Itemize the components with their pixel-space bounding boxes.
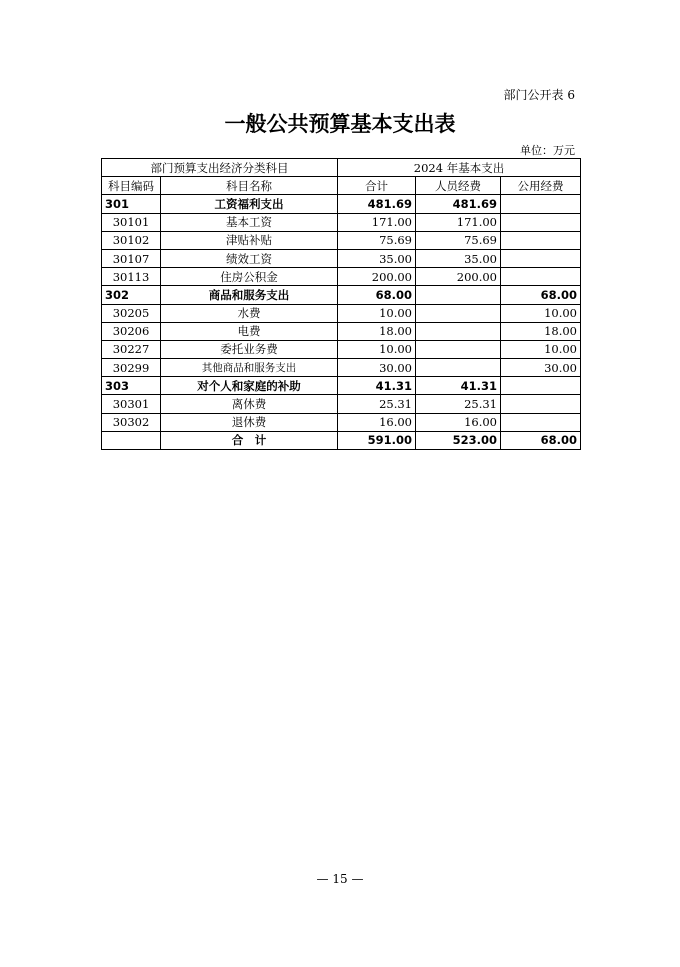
row-code: 30102 [102, 231, 161, 249]
table-row [102, 304, 581, 322]
table-row [102, 377, 581, 395]
row-name: 商品和服务支出 [161, 286, 338, 304]
row-personnel [416, 304, 501, 322]
total-public: 68.00 [501, 431, 581, 449]
row-code: 30227 [102, 340, 161, 358]
row-personnel: 35.00 [416, 249, 501, 267]
row-code: 30206 [102, 322, 161, 340]
row-public [501, 249, 581, 267]
table-row [102, 359, 581, 377]
page-title: 一般公共预算基本支出表 [224, 112, 456, 136]
column-header-total: 合计 [338, 177, 416, 195]
row-personnel: 41.31 [416, 377, 501, 395]
row-name: 其他商品和服务支出 [161, 359, 338, 377]
row-name: 对个人和家庭的补助 [161, 377, 338, 395]
row-total: 41.31 [338, 377, 416, 395]
row-code: 30302 [102, 413, 161, 431]
column-header-public: 公用经费 [501, 177, 581, 195]
row-personnel: 25.31 [416, 395, 501, 413]
row-personnel [416, 340, 501, 358]
column-header-row [102, 177, 581, 195]
table-body [102, 195, 581, 431]
row-total: 30.00 [338, 359, 416, 377]
row-public: 10.00 [501, 304, 581, 322]
table-row [102, 195, 581, 213]
group-header-classification: 部门预算支出经济分类科目 [102, 159, 338, 177]
row-personnel: 75.69 [416, 231, 501, 249]
row-code: 301 [102, 195, 161, 213]
row-name: 退休费 [161, 413, 338, 431]
row-public [501, 395, 581, 413]
column-header-personnel: 人员经费 [416, 177, 501, 195]
table-row [102, 213, 581, 231]
table-row [102, 249, 581, 267]
table-tag: 部门公开表 6 [503, 88, 575, 102]
row-public [501, 268, 581, 286]
row-personnel: 171.00 [416, 213, 501, 231]
table-row [102, 268, 581, 286]
row-public [501, 195, 581, 213]
total-label: 合 计 [161, 431, 338, 449]
budget-table [101, 158, 581, 450]
row-public [501, 413, 581, 431]
row-public [501, 213, 581, 231]
row-total: 16.00 [338, 413, 416, 431]
row-code: 30107 [102, 249, 161, 267]
row-name: 委托业务费 [161, 340, 338, 358]
row-name: 基本工资 [161, 213, 338, 231]
page-number: — 15 — [316, 872, 364, 886]
row-personnel: 200.00 [416, 268, 501, 286]
row-name: 绩效工资 [161, 249, 338, 267]
total-code-cell [102, 431, 161, 449]
row-total: 35.00 [338, 249, 416, 267]
row-public [501, 231, 581, 249]
row-name: 离休费 [161, 395, 338, 413]
row-public [501, 377, 581, 395]
row-personnel [416, 359, 501, 377]
row-name: 水费 [161, 304, 338, 322]
table-row [102, 395, 581, 413]
group-header-year: 2024 年基本支出 [338, 159, 581, 177]
column-header-code: 科目编码 [102, 177, 161, 195]
column-header-name: 科目名称 [161, 177, 338, 195]
row-code: 303 [102, 377, 161, 395]
total-personnel: 523.00 [416, 431, 501, 449]
row-total: 10.00 [338, 340, 416, 358]
row-total: 75.69 [338, 231, 416, 249]
row-total: 171.00 [338, 213, 416, 231]
row-total: 25.31 [338, 395, 416, 413]
row-public: 10.00 [501, 340, 581, 358]
row-total: 481.69 [338, 195, 416, 213]
row-total: 18.00 [338, 322, 416, 340]
row-total: 200.00 [338, 268, 416, 286]
row-name: 电费 [161, 322, 338, 340]
row-total: 68.00 [338, 286, 416, 304]
row-code: 30101 [102, 213, 161, 231]
table-row [102, 231, 581, 249]
row-name: 津贴补贴 [161, 231, 338, 249]
row-personnel [416, 322, 501, 340]
row-total: 10.00 [338, 304, 416, 322]
row-name: 住房公积金 [161, 268, 338, 286]
table-row [102, 286, 581, 304]
row-code: 30299 [102, 359, 161, 377]
row-code: 30113 [102, 268, 161, 286]
row-personnel: 481.69 [416, 195, 501, 213]
row-code: 302 [102, 286, 161, 304]
row-public: 30.00 [501, 359, 581, 377]
row-code: 30301 [102, 395, 161, 413]
table-row [102, 322, 581, 340]
row-code: 30205 [102, 304, 161, 322]
unit-label: 单位：万元 [520, 144, 575, 157]
table-row [102, 340, 581, 358]
table-row [102, 413, 581, 431]
total-sum: 591.00 [338, 431, 416, 449]
row-public: 68.00 [501, 286, 581, 304]
row-public: 18.00 [501, 322, 581, 340]
row-personnel: 16.00 [416, 413, 501, 431]
row-personnel [416, 286, 501, 304]
row-name: 工资福利支出 [161, 195, 338, 213]
total-row [102, 431, 581, 449]
group-header-row [102, 159, 581, 177]
